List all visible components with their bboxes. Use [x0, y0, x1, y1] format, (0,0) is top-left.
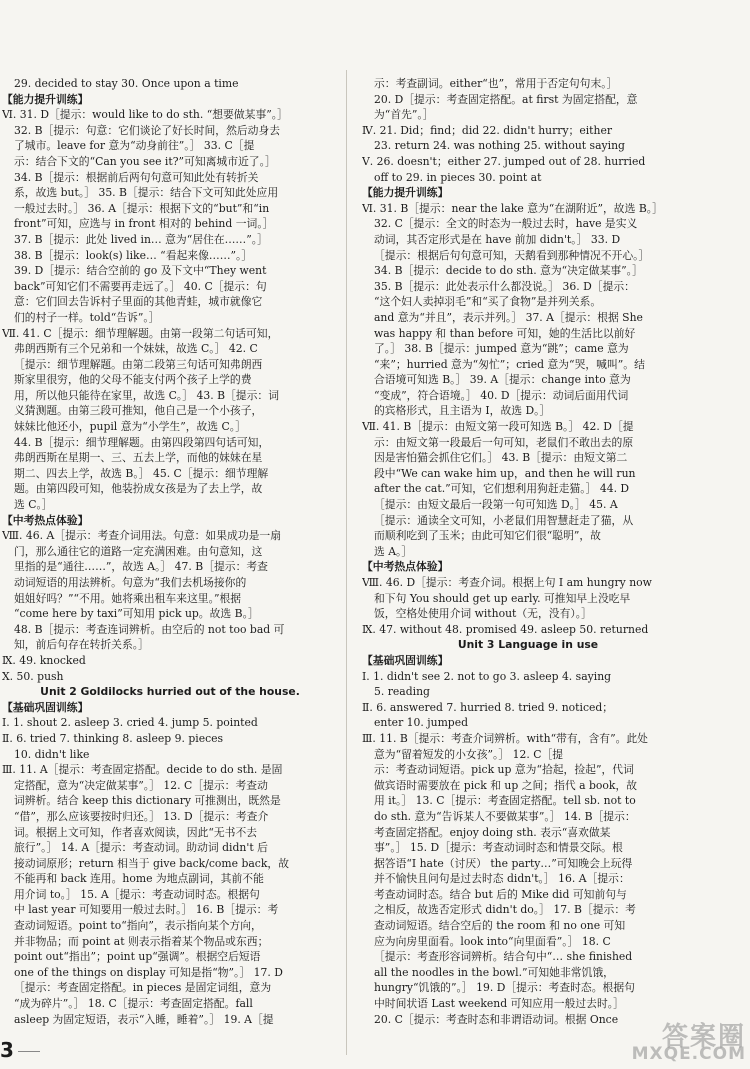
unit-title: Unit 2 Goldilocks hurried out of the house. [40, 685, 300, 699]
answer-line: 不能再和 back 连用。home 为地点副词，其前不能 [14, 872, 264, 886]
answer-line: was happy 和 than before 可知，她的生活比以前好 [374, 326, 636, 340]
answer-line: 中时间状语 Last weekend 可知应用一般过去时。］ [374, 997, 624, 1011]
answer-line: Ⅲ. 11. B［提示：考查介词辨析。with“带有，含有”。此处 [362, 731, 648, 745]
answer-line: “来”；hurried 意为“匆忙”；cried 意为“哭，喊叫”。结 [374, 357, 645, 371]
answer-line: Ⅱ. 6. tried 7. thinking 8. asleep 9. pieces [2, 731, 224, 745]
answer-line: all the noodles in the bowl.”可知她非常饥饿， [374, 965, 614, 979]
answer-line: ［提示：根据后句句意可知，天鹅看到那种情况不开心。］ [374, 248, 650, 262]
answer-line: “变成”，符合语境。］ 40. D［提示：动词后面用代词 [374, 388, 629, 402]
answer-line: 选 C。］ [14, 498, 53, 512]
answer-line: ［提示：通读全文可知，小老鼠们用智慧赶走了猫，从 [374, 513, 634, 527]
answer-line: Ⅳ. 21. Did；find；did 22. didn't hurry；either [362, 123, 613, 137]
answer-line: Ⅶ. 41. B［提示：由短文第一段可知选 B。］ 42. D［提 [362, 420, 634, 434]
answer-line: 词。根据上文可知，作者喜欢阅读，因此“无书不去 [14, 825, 258, 839]
answer-line: 做宾语时需要放在 pick 和 up 之间；指代 a book，故 [374, 778, 638, 792]
answer-line: 29. decided to stay 30. Once upon a time [14, 77, 239, 90]
answer-line: 38. B［提示：look(s) like… “看起来像……”。］ [14, 248, 253, 262]
answer-line: 48. B［提示：考查连词辨析。由空后的 not too bad 可 [14, 622, 285, 636]
answer-line: 一般过去时。］ 36. A［提示：根据下文的“but”和“in [14, 201, 270, 215]
answer-line: 用 it。］ 13. C［提示：考查固定搭配。tell sb. not to [374, 794, 636, 808]
answer-line: 之相反，故选否定形式 didn't do。］ 17. B［提示：考 [374, 903, 636, 917]
answer-line: 示：考查动词短语。pick up 意为“拾起，捡起”，代词 [374, 763, 634, 777]
answer-line: 姐姐好吗？”“不用。她将乘出租车来这里。”根据 [14, 591, 242, 605]
answer-line: 合语境可知选 B。］ 39. A［提示：change into 意为 [374, 373, 631, 387]
answer-line: Ⅶ. 41. C［提示：细节理解题。由第一段第二句话可知， [2, 326, 279, 340]
answer-line: “成为碎片”。］ 18. C［提示：考查固定搭配。fall [14, 997, 253, 1011]
answer-line: 动词，其否定形式是在 have 前加 didn't。］ 33. D [374, 232, 621, 246]
answer-line: 们的村子一样。told“告诉”。］ [14, 310, 160, 324]
answer-line: 35. B［提示：此处表示什么都没说。］ 36. D［提示： [374, 279, 635, 293]
answer-line: Ⅹ. 50. push [2, 669, 64, 683]
answer-line: 考查动词时态。结合 but 后的 Mike did 可知前句与 [374, 887, 627, 901]
answer-line: 事”。］ 15. D［提示：考查动词时态和情景交际。根 [374, 841, 623, 855]
answer-line: front”可知，应选与 in front 相对的 behind 一词。］ [14, 217, 274, 231]
answer-line: 中 last year 可知要用一般过去时。］ 16. B［提示：考 [14, 903, 279, 917]
answer-line: 选 A。］ [374, 544, 413, 558]
answer-line: 门，那么通往它的道路一定充满困难。由句意知，这 [14, 544, 263, 558]
answer-line: 接动词原形；return 相当于 give back/come back，故 [14, 856, 289, 870]
answer-line: ［提示：细节理解题。由第二段第三句话可知弗朗西 [14, 357, 263, 371]
answer-line: 弗朗西斯有三个兄弟和一个妹妹，故选 C。］ 42. C [14, 342, 258, 356]
answer-line: Ⅰ. 1. shout 2. asleep 3. cried 4. jump 5. pointed [2, 716, 258, 730]
answer-line: ［提示：考查固定搭配。in pieces 是固定词组，意为 [14, 981, 272, 995]
answer-line: 知，前后句存在转折关系。］ [14, 638, 149, 652]
answer-column-left [2, 76, 338, 1027]
answer-line: Ⅱ. 6. answered 7. hurried 8. tried 9. noticed； [362, 700, 614, 714]
answer-line: 34. B［提示：decide to do sth. 意为“决定做某事”。］ [374, 264, 643, 278]
unit-title: Unit 3 Language in use [457, 638, 599, 652]
section-heading: 【基础巩固训练】 [2, 700, 89, 714]
answer-line: 5. reading [374, 685, 430, 699]
answer-line: 饭，空格处使用介词 without（无，没有）。］ [374, 607, 592, 621]
answer-line: 词辨析。结合 keep this dictionary 可推测出，既然是 [14, 794, 281, 808]
answer-line: 查动词短语。结合空后的 the room 和 no one 可知 [374, 919, 626, 933]
answer-line: 了城市。leave for 意为“动身前往”。］ 33. C［提 [14, 139, 255, 153]
answer-line: 44. B［提示：细节理解题。由第四段第四句话可知， [14, 435, 270, 449]
answer-line: back”可知它们不需要再走远了。］ 40. C［提示：句 [14, 279, 267, 293]
answer-line: 弗朗西斯在星期一、三、五去上学，而他的妹妹在星 [14, 451, 263, 465]
answer-line: off to 29. in pieces 30. point at [374, 170, 542, 184]
page-number-rule [18, 1051, 40, 1052]
answer-line: Ⅴ. 26. doesn't；either 27. jumped out of 28. hurried [362, 154, 646, 168]
answer-line: 10. didn't like [14, 747, 90, 761]
answer-line: 32. B［提示：句意：它们谈论了好长时间，然后动身去 [14, 123, 281, 137]
answer-line: 应为向房里面看。look into“向里面看”。］ 18. C [374, 934, 611, 948]
watermark-logo [600, 1016, 746, 1064]
answer-line: 里指的是“通往……”，故选 A。］ 47. B［提示：考查 [14, 560, 268, 574]
section-heading: 【中考热点体验】 [2, 513, 89, 527]
answer-line: 考查固定搭配。enjoy doing sth. 表示“喜欢做某 [374, 825, 611, 839]
answer-line: 妹妹比他还小，pupil 意为“小学生”，故选 C。］ [14, 420, 246, 434]
answer-line: 20. D［提示：考查固定搭配。at first 为固定搭配，意 [374, 92, 638, 106]
answer-line: asleep 为固定短语，表示“入睡，睡着”。］ 19. A［提 [14, 1012, 274, 1026]
answer-column-right [362, 76, 694, 1027]
answer-line: 并不愉快且问句是过去时态 didn't。］ 16. A［提示： [374, 872, 630, 886]
answer-line: 了。］ 38. B［提示：jumped 意为“跳”；came 意为 [374, 342, 629, 356]
answer-line: 并非物品；而 point at 则表示指着某个物品或东西； [14, 934, 269, 948]
answer-line: point out“指出”；point up“强调”。根据空后短语 [14, 950, 261, 964]
column-divider [346, 70, 347, 1055]
answer-line: 动词短语的用法辨析。句意为“我们去机场接你的 [14, 576, 247, 589]
answer-line: 示：结合下文的“Can you see it?”可知离城市近了。］ [14, 154, 276, 168]
answer-line: 用介词 to。］ 15. A［提示：考查动词时态。根据句 [14, 887, 260, 901]
answer-line: Ⅲ. 11. A［提示：考查固定搭配。decide to do sth. 是固 [2, 763, 283, 777]
answer-line: 32. C［提示：全文的时态为一般过去时，have 是实义 [374, 217, 638, 231]
answer-line: Ⅷ. 46. D［提示：考查介词。根据上句 I am hungry now [362, 576, 652, 589]
answer-line: 意为“留着短发的小女孩”。］ 12. C［提 [374, 747, 564, 761]
answer-line: 为“首先”。］ [374, 108, 434, 122]
answer-line: one of the things on display 可知是指“物”。］ 17. D [14, 965, 283, 979]
section-heading: 【能力提升训练】 [2, 92, 89, 106]
answer-line: enter 10. jumped [374, 716, 469, 730]
answer-line: Ⅵ. 31. B［提示：near the lake 意为“在湖附近”，故选 B。］ [362, 201, 663, 215]
answer-line: Ⅸ. 47. without 48. promised 49. asleep 50. returned [362, 622, 649, 636]
answer-line: 示：由短文第一段最后一句可知，老鼠们不敢出去的原 [374, 435, 634, 449]
answer-line: 系，故选 but。］ 35. B［提示：结合下文可知此处应用 [14, 186, 279, 200]
answer-line: 义猜测题。由第三段可推知，他自己是一个小孩子， [14, 404, 263, 418]
section-heading: 【中考热点体验】 [362, 560, 449, 574]
answer-line: 旅行”。］ 14. A［提示：考查动词。助动词 didn't 后 [14, 841, 268, 855]
answer-line: “借”，那么应该要按时归还。］ 13. D［提示：考查介 [14, 809, 269, 823]
answer-line: 23. return 24. was nothing 25. without saying [374, 139, 625, 153]
answer-line: 查动词短语。point to“指向”，表示指向某个方向， [14, 919, 262, 933]
answer-line: 定搭配，意为“决定做某事”。］ 12. C［提示：考查动 [14, 778, 268, 792]
answer-line: “这个妇人卖掉羽毛”和“买了食物”是并列关系。 [374, 295, 602, 309]
answer-line: “come here by taxi”可知用 pick up。故选 B。］ [14, 607, 259, 621]
answer-line: 斯家里很穷，他的父母不能支付两个孩子上学的费 [14, 373, 252, 387]
section-heading: 【基础巩固训练】 [362, 653, 449, 667]
watermark-text-bottom: MXQE.COM [631, 1044, 746, 1064]
watermark-text-top: 答案圈 [661, 1022, 746, 1052]
answer-line: 段中“We can wake him up，and then he will run [374, 466, 636, 480]
answer-line: 和下句 You should get up early. 可推知早上没吃早 [374, 591, 631, 605]
answer-line: 而顺利吃到了玉米；由此可知它们很“聪明”，故 [374, 529, 601, 543]
answer-line: ［提示：由短文最后一段第一句可知选 D。］ 45. A [374, 498, 618, 512]
answer-line: and 意为“并且”，表示并列。］ 37. A［提示：根据 She [374, 310, 643, 324]
answer-line: hungry“饥饿的”。］ 19. D［提示：考查时态。根据句 [374, 981, 635, 995]
answer-line: 意：它们回去告诉村子里面的其他青蛙，城市就像它 [14, 295, 263, 309]
answer-line: 因是害怕猫会抓住它们。］ 43. B［提示：由短文第二 [374, 451, 628, 465]
answer-line: 据答语“I hate（讨厌） the party…”可知晚会上玩得 [374, 856, 633, 870]
answer-line: Ⅵ. 31. D［提示：would like to do sth. “想要做某事”。］ [2, 108, 288, 122]
answer-line: after the cat.”可知，它们想利用狗赶走猫。］ 44. D [374, 482, 630, 496]
answer-line: 的宾格形式，且主语为 I，故选 D。］ [374, 404, 551, 418]
answer-line: 37. B［提示：此处 lived in… 意为“居住在……”。］ [14, 232, 268, 246]
answer-line: 题。由第四段可知，他装扮成女孩是为了去上学，故 [14, 482, 263, 496]
answer-line: 39. D［提示：结合空前的 go 及下文中“They went [14, 264, 267, 278]
answer-line: 期二、四去上学，故选 B。］ 45. C［提示：细节理解 [14, 466, 269, 480]
answer-line: Ⅸ. 49. knocked [2, 653, 86, 667]
answer-line: Ⅷ. 46. A［提示：考查介词用法。句意：如果成功是一扇 [2, 529, 282, 543]
answer-line: Ⅰ. 1. didn't see 2. not to go 3. asleep 4. saying [362, 669, 612, 683]
answer-line: 20. C［提示：考查时态和非谓语动词。根据 Once [374, 1012, 619, 1026]
answer-line: 用，所以他只能待在家里，故选 C。］ 43. B［提示：词 [14, 388, 279, 402]
answer-line: 示：考查副词。either“也”，常用于否定句句末。］ [374, 77, 618, 90]
section-heading: 【能力提升训练】 [362, 186, 449, 200]
answer-line: do sth. 意为“告诉某人不要做某事”。］ 14. B［提示： [374, 809, 636, 823]
answer-line: 34. B［提示：根据前后两句句意可知此处有转折关 [14, 170, 259, 184]
page-number: 3 [0, 1038, 14, 1062]
answer-line: ［提示：考查形容词辨析。结合句中“… she finished [374, 950, 633, 964]
